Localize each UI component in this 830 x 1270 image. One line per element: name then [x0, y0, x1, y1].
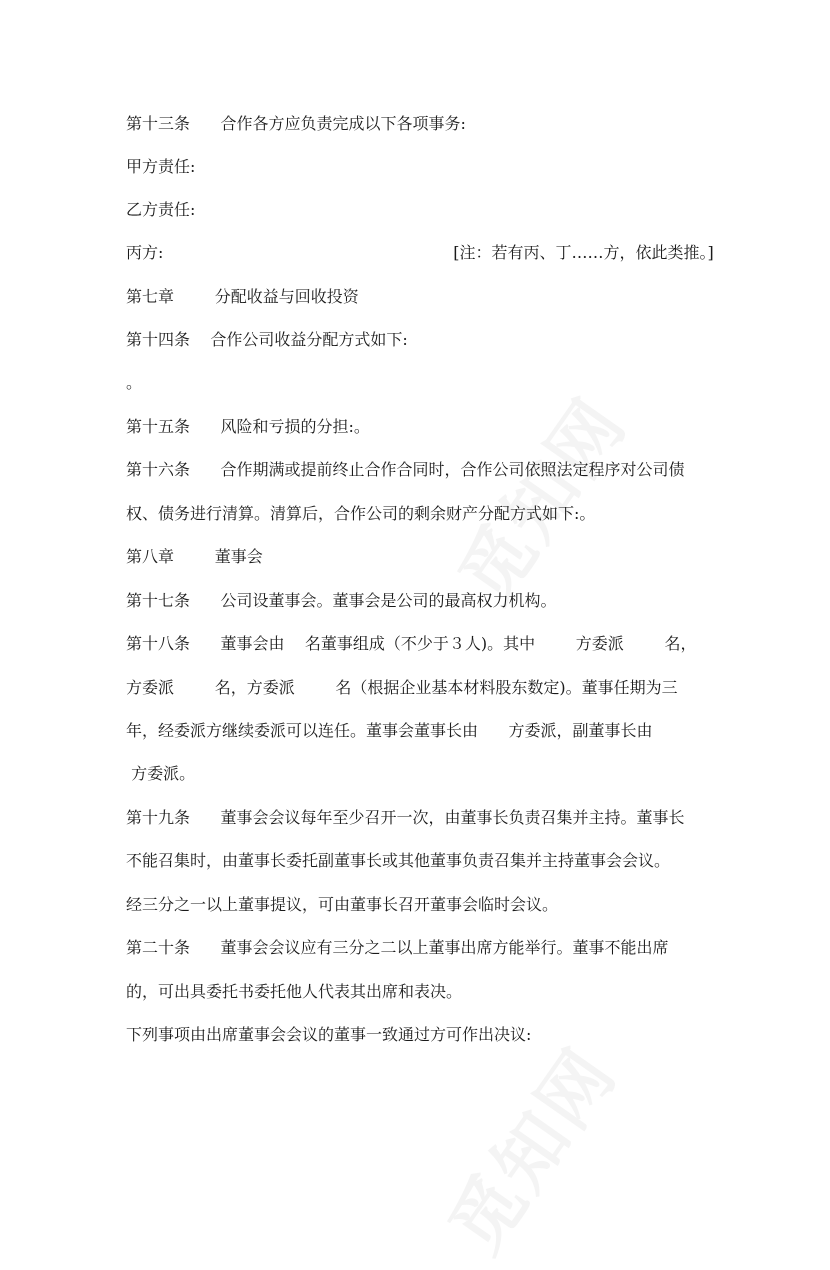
article-17: 第十七条 公司设董事会。董事会是公司的最高权力机构。	[126, 591, 557, 610]
article-20-line-2: 的，可出具委托书委托他人代表其出席和表决。	[126, 982, 463, 1001]
article-19-line-1: 第十九条 董事会会议每年至少召开一次，由董事长负责召集并主持。董事长	[126, 808, 685, 827]
article-20-line-1: 第二十条 董事会会议应有三分之二以上董事出席方能举行。董事不能出席	[126, 938, 669, 957]
article-14: 第十四条 合作公司收益分配方式如下:	[126, 330, 408, 349]
article-14-blank: 。	[126, 373, 143, 392]
party-a-responsibility: 甲方责任:	[126, 157, 196, 176]
article-13: 第十三条 合作各方应负责完成以下各项事务:	[126, 114, 466, 133]
article-16-line-2: 权、债务进行清算。清算后，合作公司的剩余财产分配方式如下:。	[126, 504, 596, 523]
party-b-responsibility: 乙方责任:	[126, 200, 196, 219]
article-18-line-4: 方委派。	[126, 764, 196, 783]
article-19-line-2: 不能召集时，由董事长委托副董事长或其他董事负责召集并主持董事会会议。	[126, 851, 671, 870]
article-15: 第十五条 风险和亏损的分担:。	[126, 417, 370, 436]
article-19-line-3: 经三分之一以上董事提议，可由董事长召开董事会临时会议。	[126, 895, 559, 914]
article-18-line-1: 第十八条 董事会由 名董事组成（不少于３人)。其中 方委派 名，	[126, 634, 697, 653]
article-16-line-1: 第十六条 合作期满或提前终止合作合同时，合作公司依照法定程序对公司债	[126, 460, 685, 479]
article-18-line-2: 方委派 名，方委派 名（根据企业基本材料股东数定)。董事任期为三	[126, 678, 678, 697]
article-18-line-3: 年，经委派方继续委派可以连任。董事会董事长由 方委派，副董事长由	[126, 721, 653, 740]
chapter-8-heading: 第八章 董事会	[126, 547, 263, 566]
chapter-7-heading: 第七章 分配收益与回收投资	[126, 287, 359, 306]
watermark	[430, 373, 646, 619]
resolution-clause: 下列事项由出席董事会会议的董事一致通过方可作出决议:	[126, 1025, 532, 1044]
watermark-bottom	[420, 1023, 636, 1269]
party-c-note: 丙方: [注：若有丙、丁……方，依此类推。]	[126, 243, 714, 262]
